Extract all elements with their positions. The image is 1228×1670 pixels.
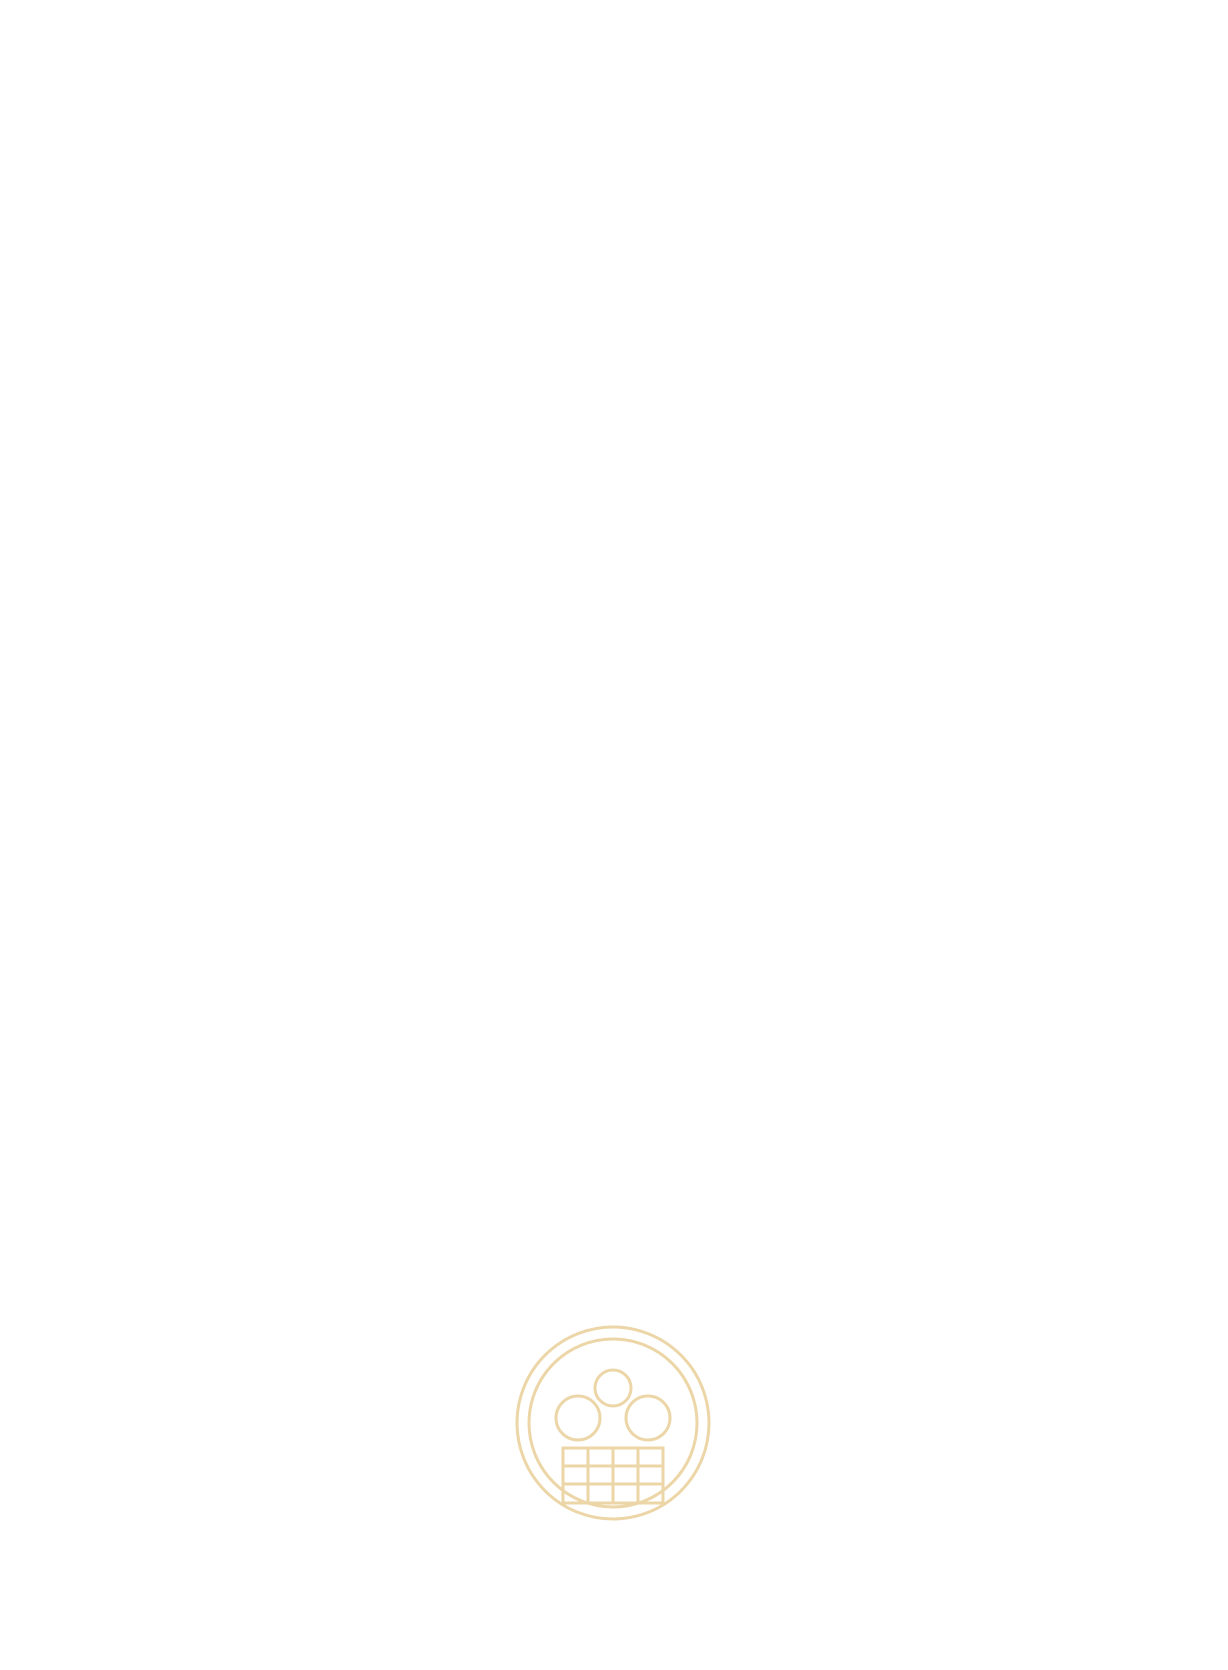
watermark-seal [508, 1318, 718, 1528]
